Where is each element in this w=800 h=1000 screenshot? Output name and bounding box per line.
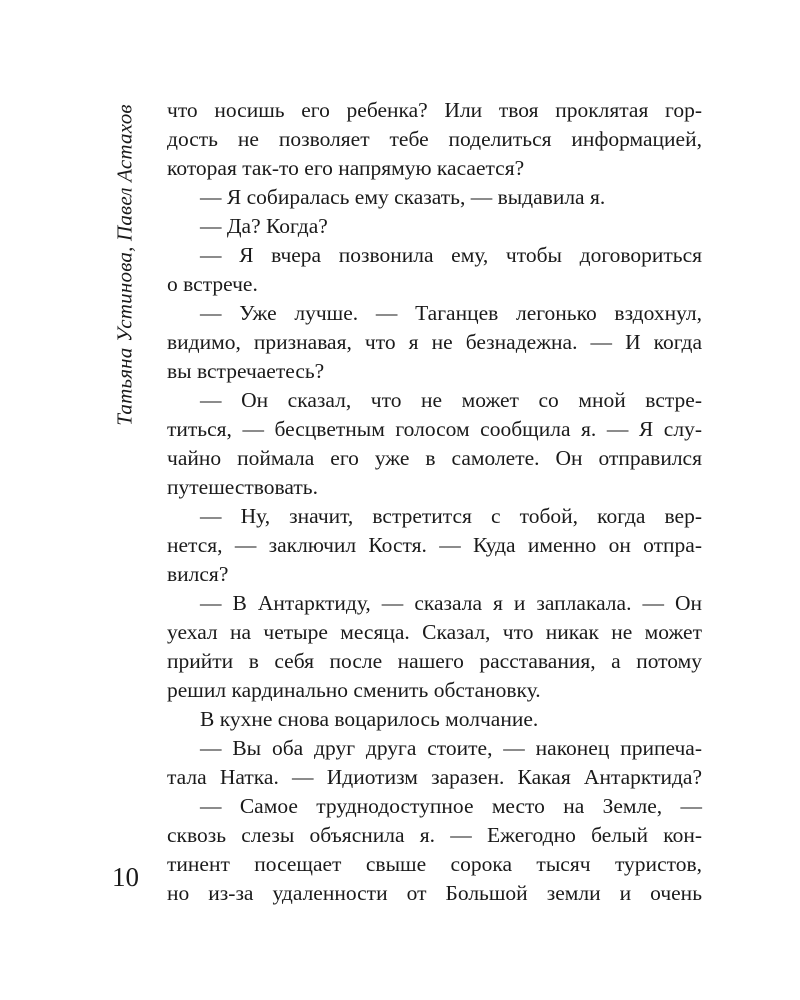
text-line: вы встречаетесь? — [167, 359, 325, 383]
text-line: но из-за удаленности от Большой земли и очень — [167, 881, 702, 905]
text-line: чайно поймала его уже в самолете. Он отправился — [167, 446, 702, 470]
text-line: сквозь слезы объяснила я. — Ежегодно белый кон- — [167, 823, 702, 847]
text-line: вился? — [167, 562, 229, 586]
text-line: — Он сказал, что не может со мной встре- — [200, 388, 702, 412]
text-line: — Ну, значит, встретится с тобой, когда вер- — [200, 504, 702, 528]
text-line: путешествовать. — [167, 475, 318, 499]
running-head-authors: Татьяна Устинова, Павел Астахов — [112, 104, 137, 426]
text-line: тала Натка. — Идиотизм заразен. Какая Антарктида? — [167, 765, 702, 789]
page-number: 10 — [112, 862, 139, 892]
text-line: что носишь его ребенка? Или твоя проклятая гор- — [167, 98, 702, 122]
text-line: уехал на четыре месяца. Сказал, что никак не может — [167, 620, 702, 644]
text-line: — Вы оба друг друга стоите, — наконец припеча- — [200, 736, 702, 760]
body-text — [167, 96, 702, 908]
text-line: — В Антарктиду, — сказала я и заплакала. — Он — [200, 591, 702, 615]
text-line: — Самое труднодоступное место на Земле, — — [200, 794, 702, 818]
text-line: прийти в себя после нашего расставания, а потому — [167, 649, 702, 673]
text-line: которая так-то его напрямую касается? — [167, 156, 525, 180]
text-line: В кухне снова воцарилось молчание. — [200, 707, 539, 731]
text-line: — Уже лучше. — Таганцев легонько вздохнул, — [200, 301, 702, 325]
text-line: о встрече. — [167, 272, 258, 296]
text-line: тинент посещает свыше сорока тысяч туристов, — [167, 852, 702, 876]
text-line: дость не позволяет тебе поделиться информацией, — [167, 127, 702, 151]
text-line: видимо, признавая, что я не безнадежна. — И когда — [167, 330, 702, 354]
text-line: нется, — заключил Костя. — Куда именно он отпра- — [167, 533, 702, 557]
text-line: титься, — бесцветным голосом сообщила я. — Я слу- — [167, 417, 702, 441]
text-line: — Да? Когда? — [200, 214, 328, 238]
text-line: — Я вчера позвонила ему, чтобы договориться — [200, 243, 702, 267]
text-line: — Я собиралась ему сказать, — выдавила я. — [200, 185, 606, 209]
text-line: решил кардинально сменить обстановку. — [167, 678, 541, 702]
